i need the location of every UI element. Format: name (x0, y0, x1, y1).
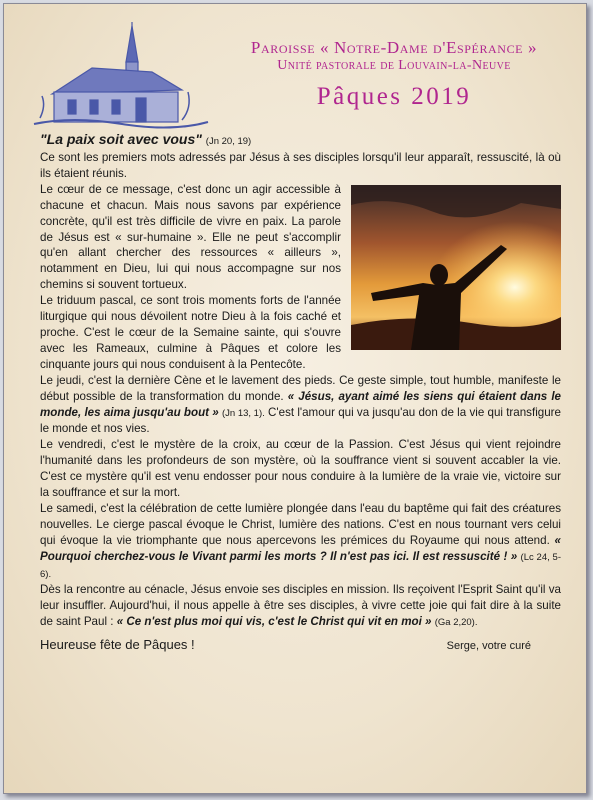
parish-name: Paroisse « Notre-Dame d'Espérance » (250, 38, 538, 57)
paragraph-7 (40, 582, 561, 631)
paragraph-6 (40, 501, 561, 583)
paragraph-4 (40, 373, 561, 438)
scripture-ref-lc24: (Lc 24, 5-6). (40, 551, 561, 580)
risen-christ-sunset-photo (351, 185, 561, 350)
scripture-quote-ga2: « Ce n'est plus moi qui vis, c'est le Christ qui vit en moi » (116, 615, 432, 629)
paragraph-5: Le vendredi, c'est le mystère de la croix, au cœur de la Passion. C'est Jésus qui vient rejoindre l'humanité dans les profondeurs de son mystère, où la souffrance vient si souvent accabler la vie. C'est ce mystère qu'il est venu endosser pour nous conduire à la lumière de la vraie vie, victoire sur la souffrance et sur la mort. (40, 438, 561, 500)
paragraph-2: Le cœur de ce message, c'est donc un agir accessible à chacune et chacun. Mais nous savons par expérience concrète, qu'il est très difficile de vivre en paix. La parole de Jésus est « sur-humaine ». Elle ne peut s'accomplir qu'en allant chercher des ressources « ailleurs », notamment en Dieu, lui qui nous accompagne sur nos chemins si souvent tortueux. (40, 182, 341, 292)
newsletter-page (3, 3, 587, 794)
church-sketch-icon (32, 20, 210, 130)
paragraph-3: Le triduum pascal, ce sont trois moments forts de l'année liturgique qui nous dévoilent notre Dieu à la fois caché et proche. C'est le cœur de la Semaine sainte, qui s'ouvre avec les Rameaux, culmine à Pâques et colore les cinquante jours qui nous conduisent à la Pentecôte. (40, 294, 341, 371)
closing (40, 637, 561, 655)
paragraph-7-text: Dès la rencontre au cénacle, Jésus envoie ses disciples en mission. Ils reçoivent l'Esprit Saint qu'il va leur insuffler. Aujourd'hui, il nous appelle à être ses disciples, à vivre cette joie qui fait dire à la suite de saint Paul : (40, 583, 561, 629)
paragraph-6-text: Le samedi, c'est la célébration de cette lumière plongée dans l'eau du baptême qui fait des créatures nouvelles. Le cierge pascal évoque le Christ, lumière des nations. C'est en nous tournant vers celui qui évoque la vie triomphante que nous apercevons les prémices du Royaume qui nous attend. (40, 501, 561, 547)
scripture-ref-ga2: (Ga 2,20). (434, 617, 478, 629)
scripture-ref-jn13: (Jn 13, 1). (221, 407, 265, 419)
page-title: Pâques 2019 (316, 83, 472, 110)
pastoral-unit: Unité pastorale de Louvain-la-Neuve (277, 58, 511, 73)
easter-wish: Heureuse fête de Pâques ! (40, 637, 195, 653)
parish-header (214, 38, 574, 111)
article-title-reference: (Jn 20, 19) (205, 136, 252, 147)
scripture-quote-jn13: « Jésus, ayant aimé les siens qui étaient dans le monde, les aima jusqu'au bout » (40, 389, 561, 419)
article-title (40, 131, 561, 150)
article-body (40, 131, 561, 655)
paragraph-1: Ce sont les premiers mots adressés par Jésus à ses disciples lorsqu'il leur apparaît, ressuscité, là où ils étaient réunis. (40, 151, 561, 180)
paragraph-4-after: C'est l'amour qui va jusqu'au don de la vie qui transfigure le monde et nos vies. (40, 405, 561, 436)
signature: Serge, votre curé (446, 640, 531, 653)
scripture-quote-lc24: « Pourquoi cherchez-vous le Vivant parmi les morts ? Il n'est pas ici. Il est ressuscité ! » (40, 533, 561, 563)
paragraph-4-text: Le jeudi, c'est la dernière Cène et le lavement des pieds. Ce geste simple, tout humble, manifeste le début possible de la transformation du monde. (40, 373, 561, 403)
article-title-text: "La paix soit avec vous" (40, 131, 202, 147)
